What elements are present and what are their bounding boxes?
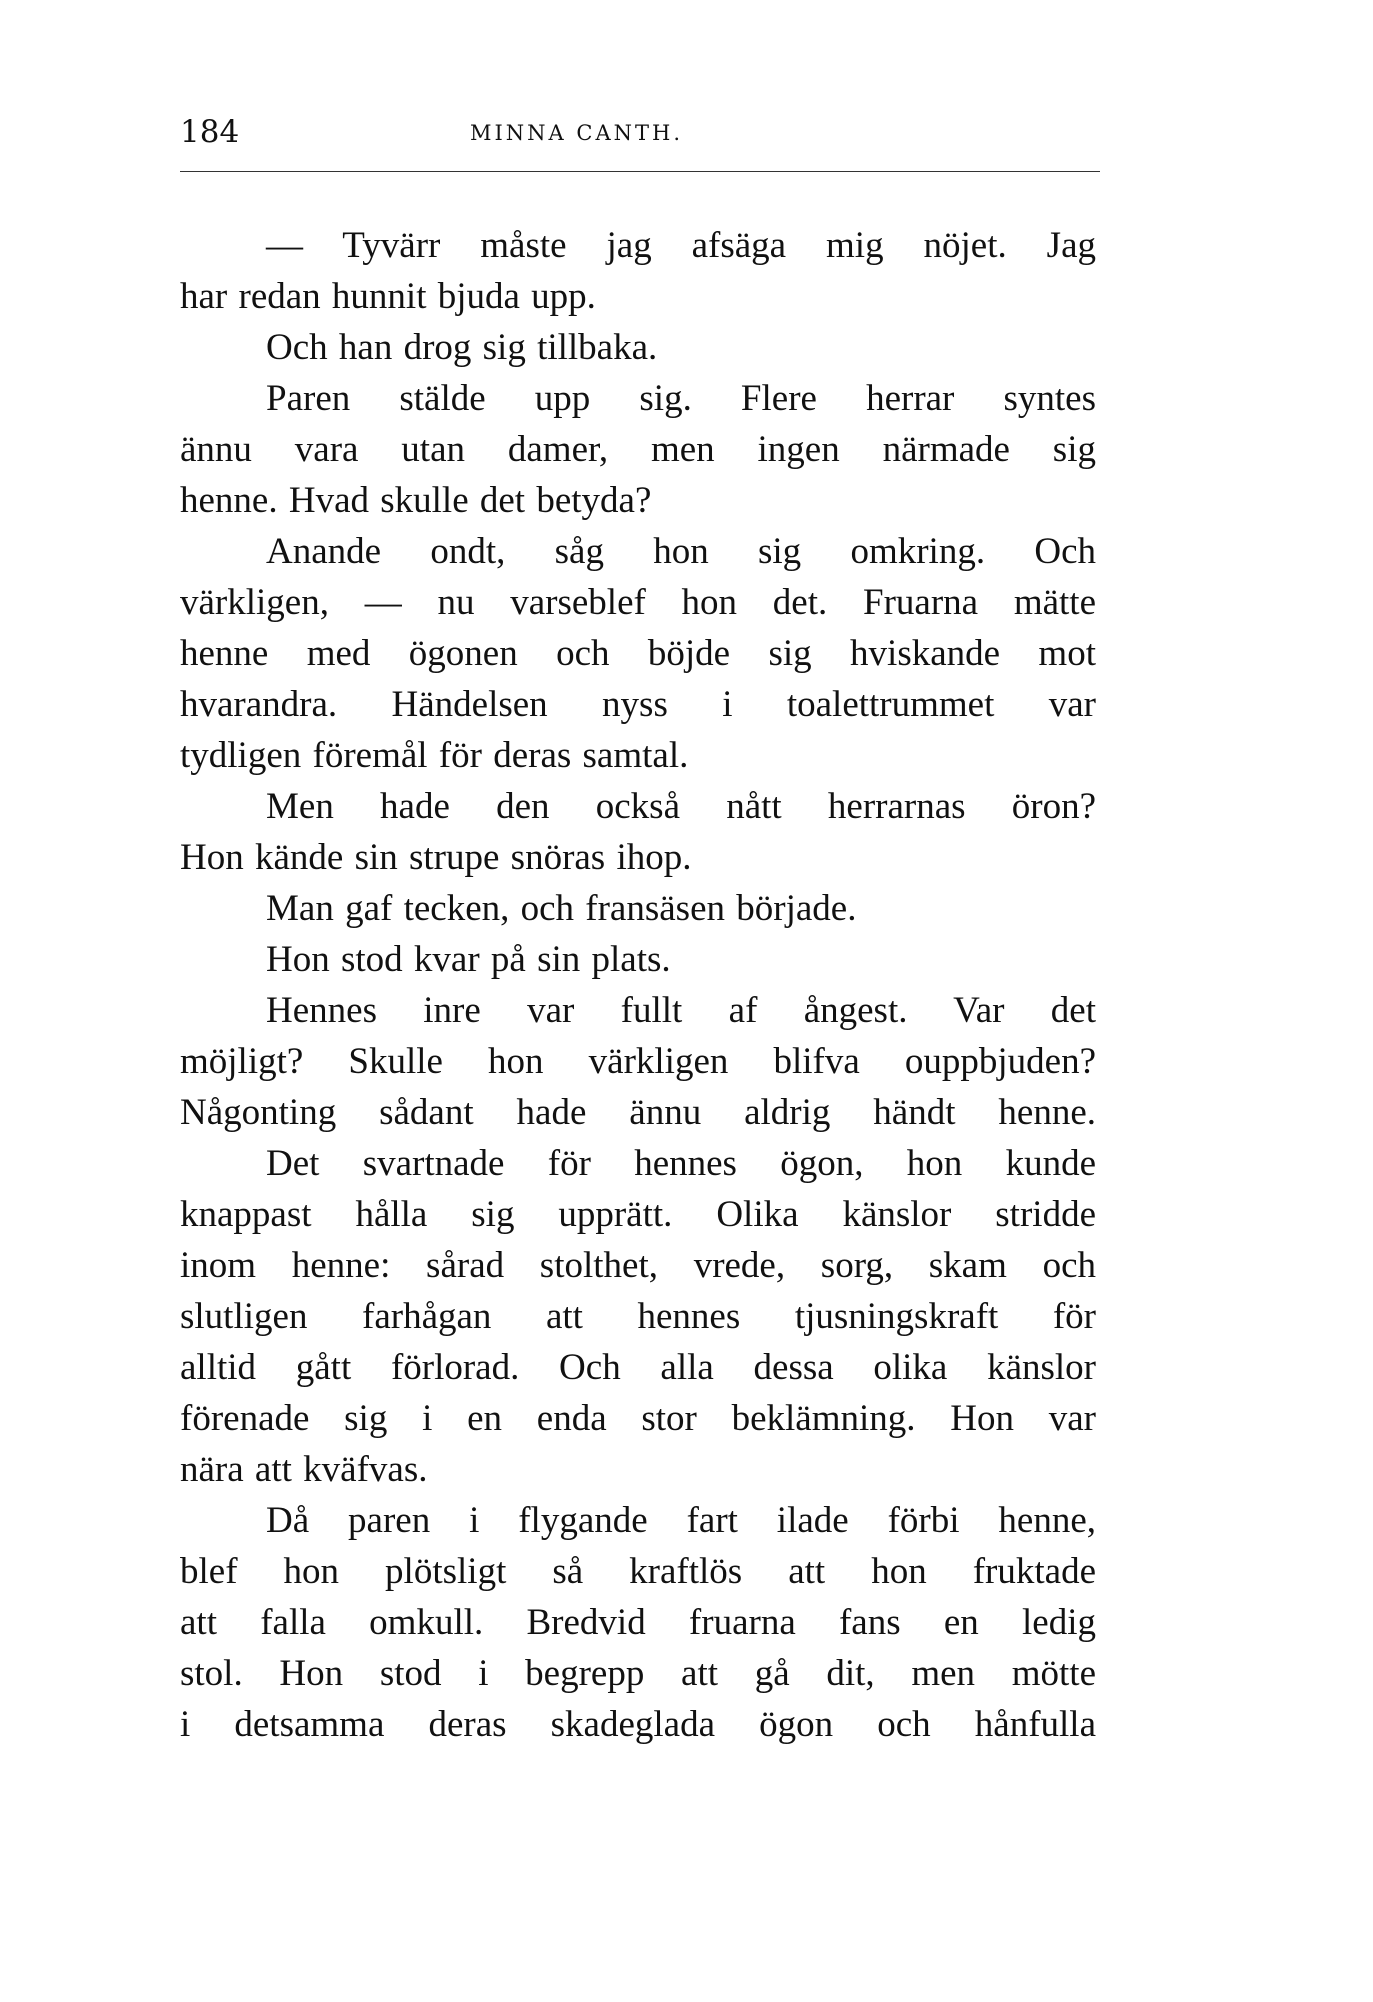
text-line: Då paren i flygande fart ilade förbi henne, <box>266 1500 1096 1541</box>
text-line: alltid gått förlorad. Och alla dessa olika känslor <box>180 1347 1096 1388</box>
text-line: nära att kväfvas. <box>180 1449 428 1490</box>
text-line: henne. Hvad skulle det betyda? <box>180 480 652 521</box>
text-line: Anande ondt, såg hon sig omkring. Och <box>266 531 1096 572</box>
text-line: hvarandra. Händelsen nyss i toalettrummet var <box>180 684 1096 725</box>
text-line: inom henne: sårad stolthet, vrede, sorg, skam och <box>180 1245 1096 1286</box>
page-number: 184 <box>180 114 240 150</box>
text-line: — Tyvärr måste jag afsäga mig nöjet. Jag <box>266 225 1096 266</box>
text-line: Man gaf tecken, och fransäsen började. <box>266 888 857 929</box>
text-line: slutligen farhågan att hennes tjusningskraft för <box>180 1296 1096 1337</box>
text-line: Hennes inre var fullt af ångest. Var det <box>266 990 1096 1031</box>
text-line: tydligen föremål för deras samtal. <box>180 735 689 776</box>
text-line: Det svartnade för hennes ögon, hon kunde <box>266 1143 1096 1184</box>
header-rule <box>180 171 1100 172</box>
text-line: i detsamma deras skadeglada ögon och hånfulla <box>180 1704 1096 1745</box>
running-head: MINNA CANTH. <box>470 121 683 145</box>
text-line: Men hade den också nått herrarnas öron? <box>266 786 1096 827</box>
body-text <box>180 220 1096 1750</box>
text-line: Hon kände sin strupe snöras ihop. <box>180 837 692 878</box>
text-line: värkligen, — nu varseblef hon det. Fruarna mätte <box>180 582 1096 623</box>
text-line: Paren stälde upp sig. Flere herrar syntes <box>266 378 1096 419</box>
text-line: knappast hålla sig upprätt. Olika känslor stridde <box>180 1194 1096 1235</box>
text-line: har redan hunnit bjuda upp. <box>180 276 596 317</box>
text-line: Hon stod kvar på sin plats. <box>266 939 671 980</box>
text-line: ännu vara utan damer, men ingen närmade sig <box>180 429 1096 470</box>
text-line: förenade sig i en enda stor beklämning. Hon var <box>180 1398 1096 1439</box>
text-line: blef hon plötsligt så kraftlös att hon fruktade <box>180 1551 1096 1592</box>
text-line: möjligt? Skulle hon värkligen blifva ouppbjuden? <box>180 1041 1096 1082</box>
text-line: Någonting sådant hade ännu aldrig händt henne. <box>180 1092 1096 1133</box>
text-line: att falla omkull. Bredvid fruarna fans en ledig <box>180 1602 1096 1643</box>
text-line: henne med ögonen och böjde sig hviskande mot <box>180 633 1096 674</box>
text-line: Och han drog sig tillbaka. <box>266 327 658 368</box>
text-line: stol. Hon stod i begrepp att gå dit, men mötte <box>180 1653 1096 1694</box>
